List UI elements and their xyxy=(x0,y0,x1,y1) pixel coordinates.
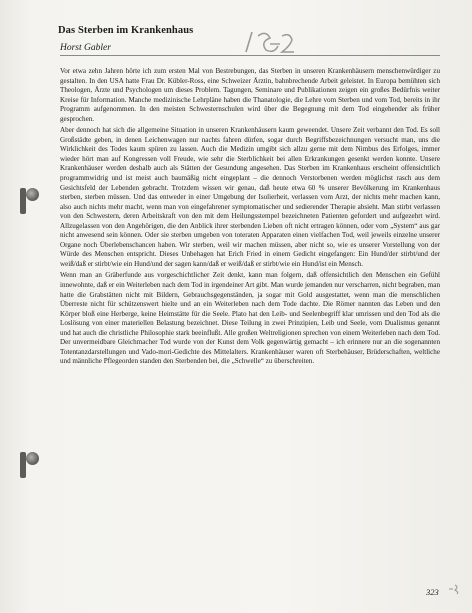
handwritten-page-mark xyxy=(447,583,461,595)
binder-tab-upper xyxy=(20,188,26,214)
paragraph: Wenn man an Gräberfunde aus vorgeschichtlicher Zeit denkt, kann man folgern, daß offensichtlich den Menschen ein Gefühl innewohnte, daß er ein Weiterleben nach dem Tod in irgendeiner Art gibt. Man wurde jemanden nur verscharren, nicht begraben, man hatte die Grabstätten nicht mit Bildern, Gebrauchsgegenständen, ja sogar mit Gold ausgestattet, wenn man die menschlichen Überreste nicht für schützenswert hielte und an ein Weiterleben nach dem Tode dachte. Die Römer nannten das Leben und den Körper bloß eine Herberge, keine Heimstätte für die Seele. Plato hat den Leib- und Seelenbegriff klar umrissen und den Tod als die Loslösung von einer materiellen Belastung bezeichnet. Diese Teilung in zwei Prinzipien, Leib und Seele, vom Dualismus genannt und hat auch die christliche Philosophie stark beeinflußt. Alle großen Weltreligionen sprechen von einem Weiterleben nach dem Tod. Der unvermeidbare Gleichmacher Tod wurde von der Kunst dem Volk gegenwärtig gemacht – ich erinnere nur an die sogenannten Totentanzdarstellungen und Vado-mori-Gedichte des Mittelalters. Krankenhäuser waren oft Sterbehäuser, Brüderschaften, weltliche und männliche Pflegeorden standen den Sterbenden bei, die „Schwelle“ zu überschreiten. xyxy=(60,271,440,366)
punch-hole-upper xyxy=(26,188,39,201)
binder-tab-lower xyxy=(20,452,26,478)
header-rule xyxy=(60,55,440,56)
paragraph: Vor etwa zehn Jahren hörte ich zum ersten Mal von Bestrebungen, das Sterben in unseren Krankenhäusern menschenwürdiger zu gestalten. In den USA hatte Frau Dr. Kübler-Ross, eine Schweizer Ärztin, bahnbrechende Arbeit geleistet. In Europa bemühten sich Theologen, Ärzte und Psychologen um dieses Problem. Tagungen, Seminare und Publikationen zeigen ein großes Bedürfnis weiter Kreise für Information. Manche medizinische Lehrpläne haben die Thanatologie, die Lehre vom Sterben und vom Tod, bereits in ihr Programm aufgenommen. In den meisten Schwesternschulen wird über die Begegnung mit dem Tod eingehender als früher gesprochen. xyxy=(60,67,440,123)
punch-hole-lower xyxy=(26,452,39,465)
handwritten-annotation xyxy=(240,26,300,58)
paragraph: Aber dennoch hat sich die allgemeine Situation in unseren Krankenhäusern kaum geweendet. Unsere Zeit verbannt den Tod. Es soll Großstädte geben, in denen Leichenwagen nur nachts fahren dürfen, sogar durch Begriffsbezeichnungen versucht man, uns die Wirklichkeit des Todes kaum spüren zu lassen. Auch die Medizin umgibt sich allzu gerne mit dem Nimbus des Erfolges, immer wieder hört man auf Kongressen voll Freude, wie sehr die Sterblichkeit bei allen Erkrankungen gesenkt werden konnte. Unsere Krankenhäuser werden deshalb auch als Stätten der Gesundung angesehen. Das Sterben im Krankenhaus erscheint offensichtlich programmwidrig und ist meist auch baumäßig nicht eingeplant – die dennoch Verstorbenen werden möglichst rasch aus dem Gesichtsfeld der Lebenden gebracht. Trotzdem wissen wir genau, daß heute etwa 60 % unserer Bevölkerung im Krankenhaus sterben, sterben müssen. Und das entweder in einer Umgebung der Isolierheit, verlassen vom Arzt, der nichts mehr machen kann, also auch nichts mehr macht, wenn man von eingefahrener symptomatischer und sedierender Therapie absieht. Man stirbt verlassen von den Schwestern, deren Arbeitskraft von den mit dem Heilungsstempel bezeichneten Patienten gefordert und aufgezehrt wird. Allzugelassen von den Angehörigen, die den Anblick ihrer sterbenden Lieben oft nicht ertragen können, oder vom „System“ aus gar nicht anwesend sein können. Oder sie sterben umgeben von toteraten Apparaten einen vielfachen Tod, weil jeweils einzelne unserer Organe noch Überlebenschancen haben. Wir sterben, weil wir machen müssen, aber nicht so, wie es unserer Vorstellung von der Würde des Menschen entspricht. Dieses Unbehagen hat Erich Fried in einem Gedicht eingefangen: Ein Hund/der stirbt/und der weiß/daß er stirbt/wie ein Hund/und der sagen kann/daß er weiß/daß er stirbt/wie ein Hund/ist ein Mensch. xyxy=(60,126,440,268)
article-author: Horst Gabler xyxy=(60,43,111,53)
article-title: Das Sterben im Krankenhaus xyxy=(58,25,194,36)
article-body xyxy=(60,67,440,367)
page-number: 323 xyxy=(426,587,439,597)
